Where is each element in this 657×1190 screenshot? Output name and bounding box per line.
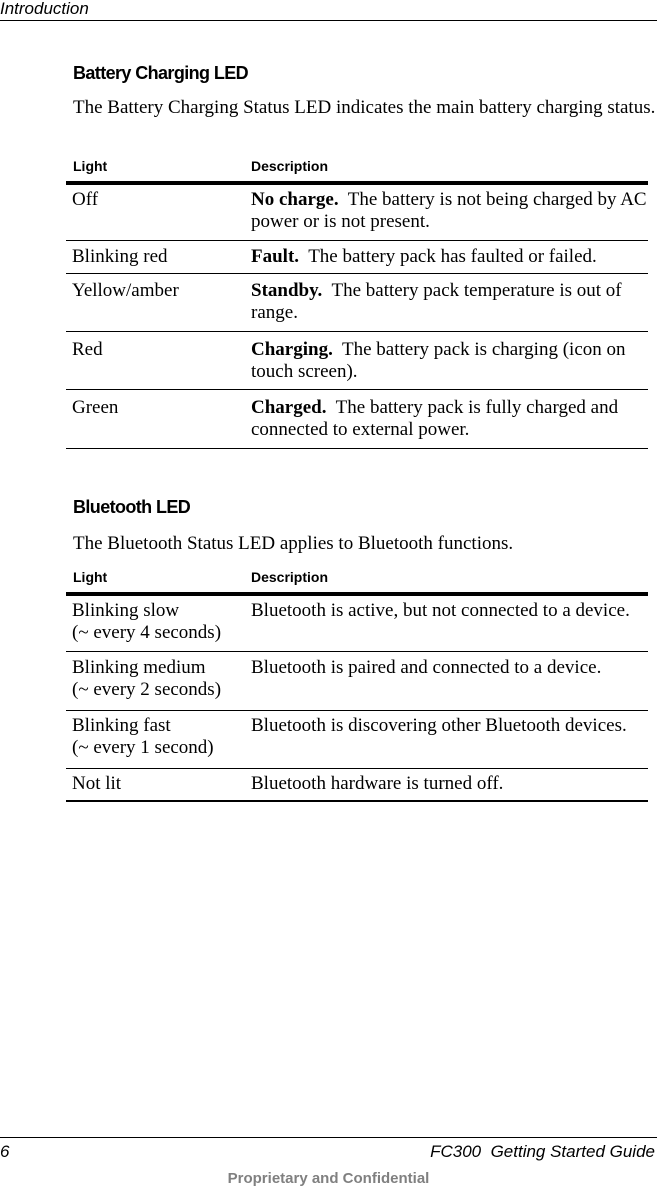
battery-row-description: [251, 280, 651, 324]
battery-row-text: The battery pack has faulted or failed.: [308, 246, 597, 267]
bluetooth-row-rule: [66, 768, 648, 769]
battery-col-description-header: Description: [251, 158, 329, 174]
bluetooth-row-description: Bluetooth hardware is turned off.: [251, 773, 504, 794]
battery-row-term: Charged.: [251, 397, 327, 418]
bluetooth-row-rule: [66, 651, 648, 652]
page-footer: [0, 1137, 657, 1161]
battery-table-bottom-rule: [66, 448, 648, 449]
battery-row-rule: [66, 273, 648, 274]
battery-section-heading: Battery Charging LED: [73, 63, 249, 83]
battery-row-term: Standby.: [251, 280, 323, 301]
page-number: 6: [0, 1142, 10, 1161]
battery-row-term: Charging.: [251, 339, 333, 360]
battery-row-light: Red: [72, 339, 103, 360]
bluetooth-row-light: [72, 600, 244, 644]
bluetooth-row-light: [72, 657, 244, 701]
bluetooth-table-header-rule: [66, 592, 648, 596]
bluetooth-row-light: [72, 715, 244, 759]
bluetooth-col-light-header: Light: [73, 569, 108, 585]
battery-row-term: No charge.: [251, 189, 339, 210]
battery-table-header-rule: [66, 181, 648, 185]
bluetooth-row-mode: Not lit: [72, 773, 122, 794]
bluetooth-table-bottom-rule: [66, 800, 648, 802]
bluetooth-row-description: Bluetooth is active, but not connected to a device.: [251, 600, 630, 621]
bluetooth-row-mode: Blinking slow: [72, 600, 180, 621]
bluetooth-row-description: Bluetooth is discovering other Bluetooth devices.: [251, 715, 627, 736]
bluetooth-row-interval: (~ every 4 seconds): [72, 622, 222, 643]
battery-row-rule: [66, 240, 648, 241]
battery-row-text: The battery pack temperature is out of range.: [251, 280, 622, 323]
bluetooth-row-description: Bluetooth is paired and connected to a device.: [251, 657, 602, 678]
battery-row-text: The battery pack is fully charged and connected to external power.: [251, 397, 619, 440]
bluetooth-section-heading: Bluetooth LED: [73, 497, 191, 517]
battery-row-text: The battery is not being charged by AC power or is not present.: [251, 189, 647, 232]
battery-row-light: Green: [72, 397, 119, 418]
battery-row-light: Off: [72, 189, 99, 210]
battery-row-rule: [66, 331, 648, 332]
page-header: [0, 0, 657, 21]
bluetooth-row-mode: Blinking medium: [72, 657, 206, 678]
bluetooth-row-rule: [66, 710, 648, 711]
battery-row-description: [251, 189, 651, 233]
header-title: Introduction: [0, 0, 89, 18]
battery-row-light: Yellow/amber: [72, 280, 179, 301]
battery-section-intro: The Battery Charging Status LED indicates the main battery charging status.: [73, 97, 656, 118]
bluetooth-row-interval: (~ every 2 seconds): [72, 679, 222, 700]
bluetooth-col-description-header: Description: [251, 569, 329, 585]
bluetooth-row-interval: (~ every 1 second): [72, 737, 214, 758]
battery-row-light: Blinking red: [72, 246, 168, 267]
battery-row-description: [251, 246, 651, 268]
battery-row-term: Fault.: [251, 246, 300, 267]
bluetooth-section-intro: The Bluetooth Status LED applies to Bluetooth functions.: [73, 533, 514, 554]
bluetooth-row-light: [72, 773, 244, 795]
bluetooth-row-mode: Blinking fast: [72, 715, 171, 736]
battery-row-description: [251, 397, 651, 441]
guide-title: FC300 Getting Started Guide: [430, 1142, 655, 1161]
battery-col-light-header: Light: [73, 158, 108, 174]
battery-row-description: [251, 339, 651, 383]
battery-row-rule: [66, 389, 648, 390]
battery-row-text: The battery pack is charging (icon on touch screen).: [251, 339, 626, 382]
confidential-notice: Proprietary and Confidential: [227, 1170, 430, 1187]
